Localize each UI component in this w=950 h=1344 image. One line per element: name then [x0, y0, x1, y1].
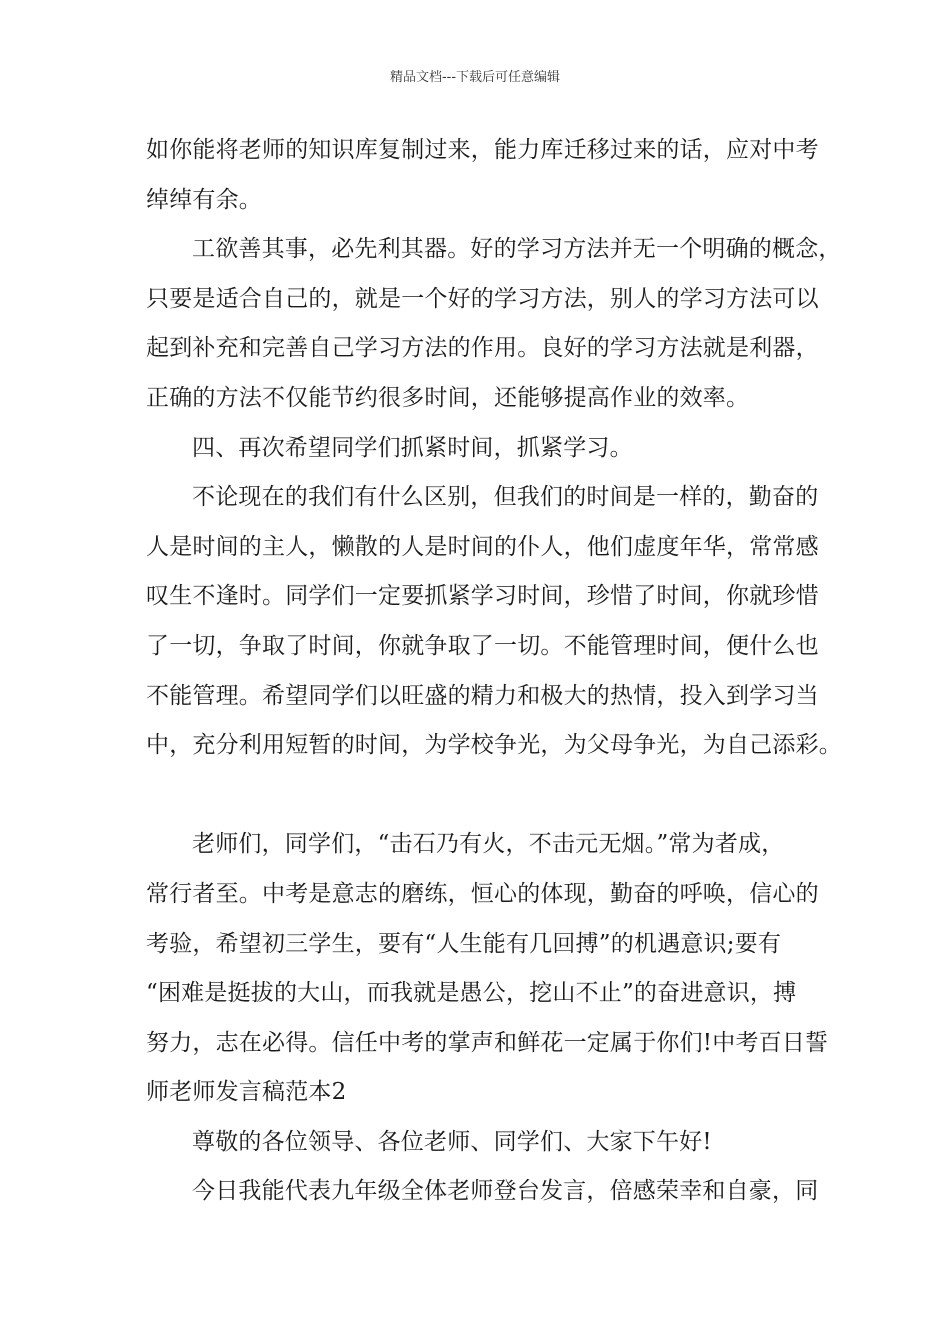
text-line: 人是时间的主人，懒散的人是时间的仆人，他们虚度年华，常常感 — [146, 533, 819, 560]
text-line: 不能管理。希望同学们以旺盛的精力和极大的热情，投入到学习当 — [146, 682, 819, 709]
text-line: 尊敬的各位领导、各位老师、同学们、大家下午好! — [192, 1128, 712, 1155]
page-header: 精品文档---下载后可任意编辑 — [389, 70, 561, 85]
text-line: 今日我能代表九年级全体老师登台发言，倍感荣幸和自豪，同 — [192, 1178, 819, 1205]
text-line: 不论现在的我们有什么区别，但我们的时间是一样的，勤奋的 — [192, 484, 819, 511]
text-line: 只要是适合自己的，就是一个好的学习方法，别人的学习方法可以 — [146, 285, 819, 312]
text-line: 起到补充和完善自己学习方法的作用。良好的学习方法就是利器， — [146, 335, 819, 362]
document-body — [146, 126, 842, 1217]
text-line: 中，充分利用短暂的时间，为学校争光，为父母争光，为自己添彩。 — [146, 732, 842, 759]
text-line: 叹生不逢时。同学们一定要抓紧学习时间，珍惜了时间，你就珍惜 — [146, 583, 819, 610]
paragraph-gap — [146, 771, 826, 821]
text-line: 师老师发言稿范本2 — [146, 1079, 347, 1106]
text-line: 常行者至。中考是意志的磨练，恒心的体现，勤奋的呼唤，信心的 — [146, 880, 819, 907]
text-line: 考验，希望初三学生，要有“人生能有几回搏”的机遇意识;要有 — [146, 930, 782, 957]
text-line: 努力，志在必得。信任中考的掌声和鲜花一定属于你们!中考百日誓 — [146, 1029, 829, 1056]
text-line: 绰绰有余。 — [146, 186, 262, 213]
text-line: 四、再次希望同学们抓紧时间，抓紧学习。 — [192, 434, 633, 461]
text-line: 如你能将老师的知识库复制过来，能力库迁移过来的话，应对中考 — [146, 137, 819, 163]
text-line: 工欲善其事，必先利其器。好的学习方法并无一个明确的概念， — [192, 236, 842, 263]
text-line: 了一切，争取了时间，你就争取了一切。不能管理时间，便什么也 — [146, 632, 819, 659]
text-line: 老师们，同学们，“击石乃有火，不击元无烟。”常为者成， — [192, 831, 785, 858]
text-line: “困难是挺拔的大山，而我就是愚公，挖山不止”的奋进意识，搏 — [146, 980, 797, 1007]
text-line: 正确的方法不仅能节约很多时间，还能够提高作业的效率。 — [146, 384, 750, 411]
